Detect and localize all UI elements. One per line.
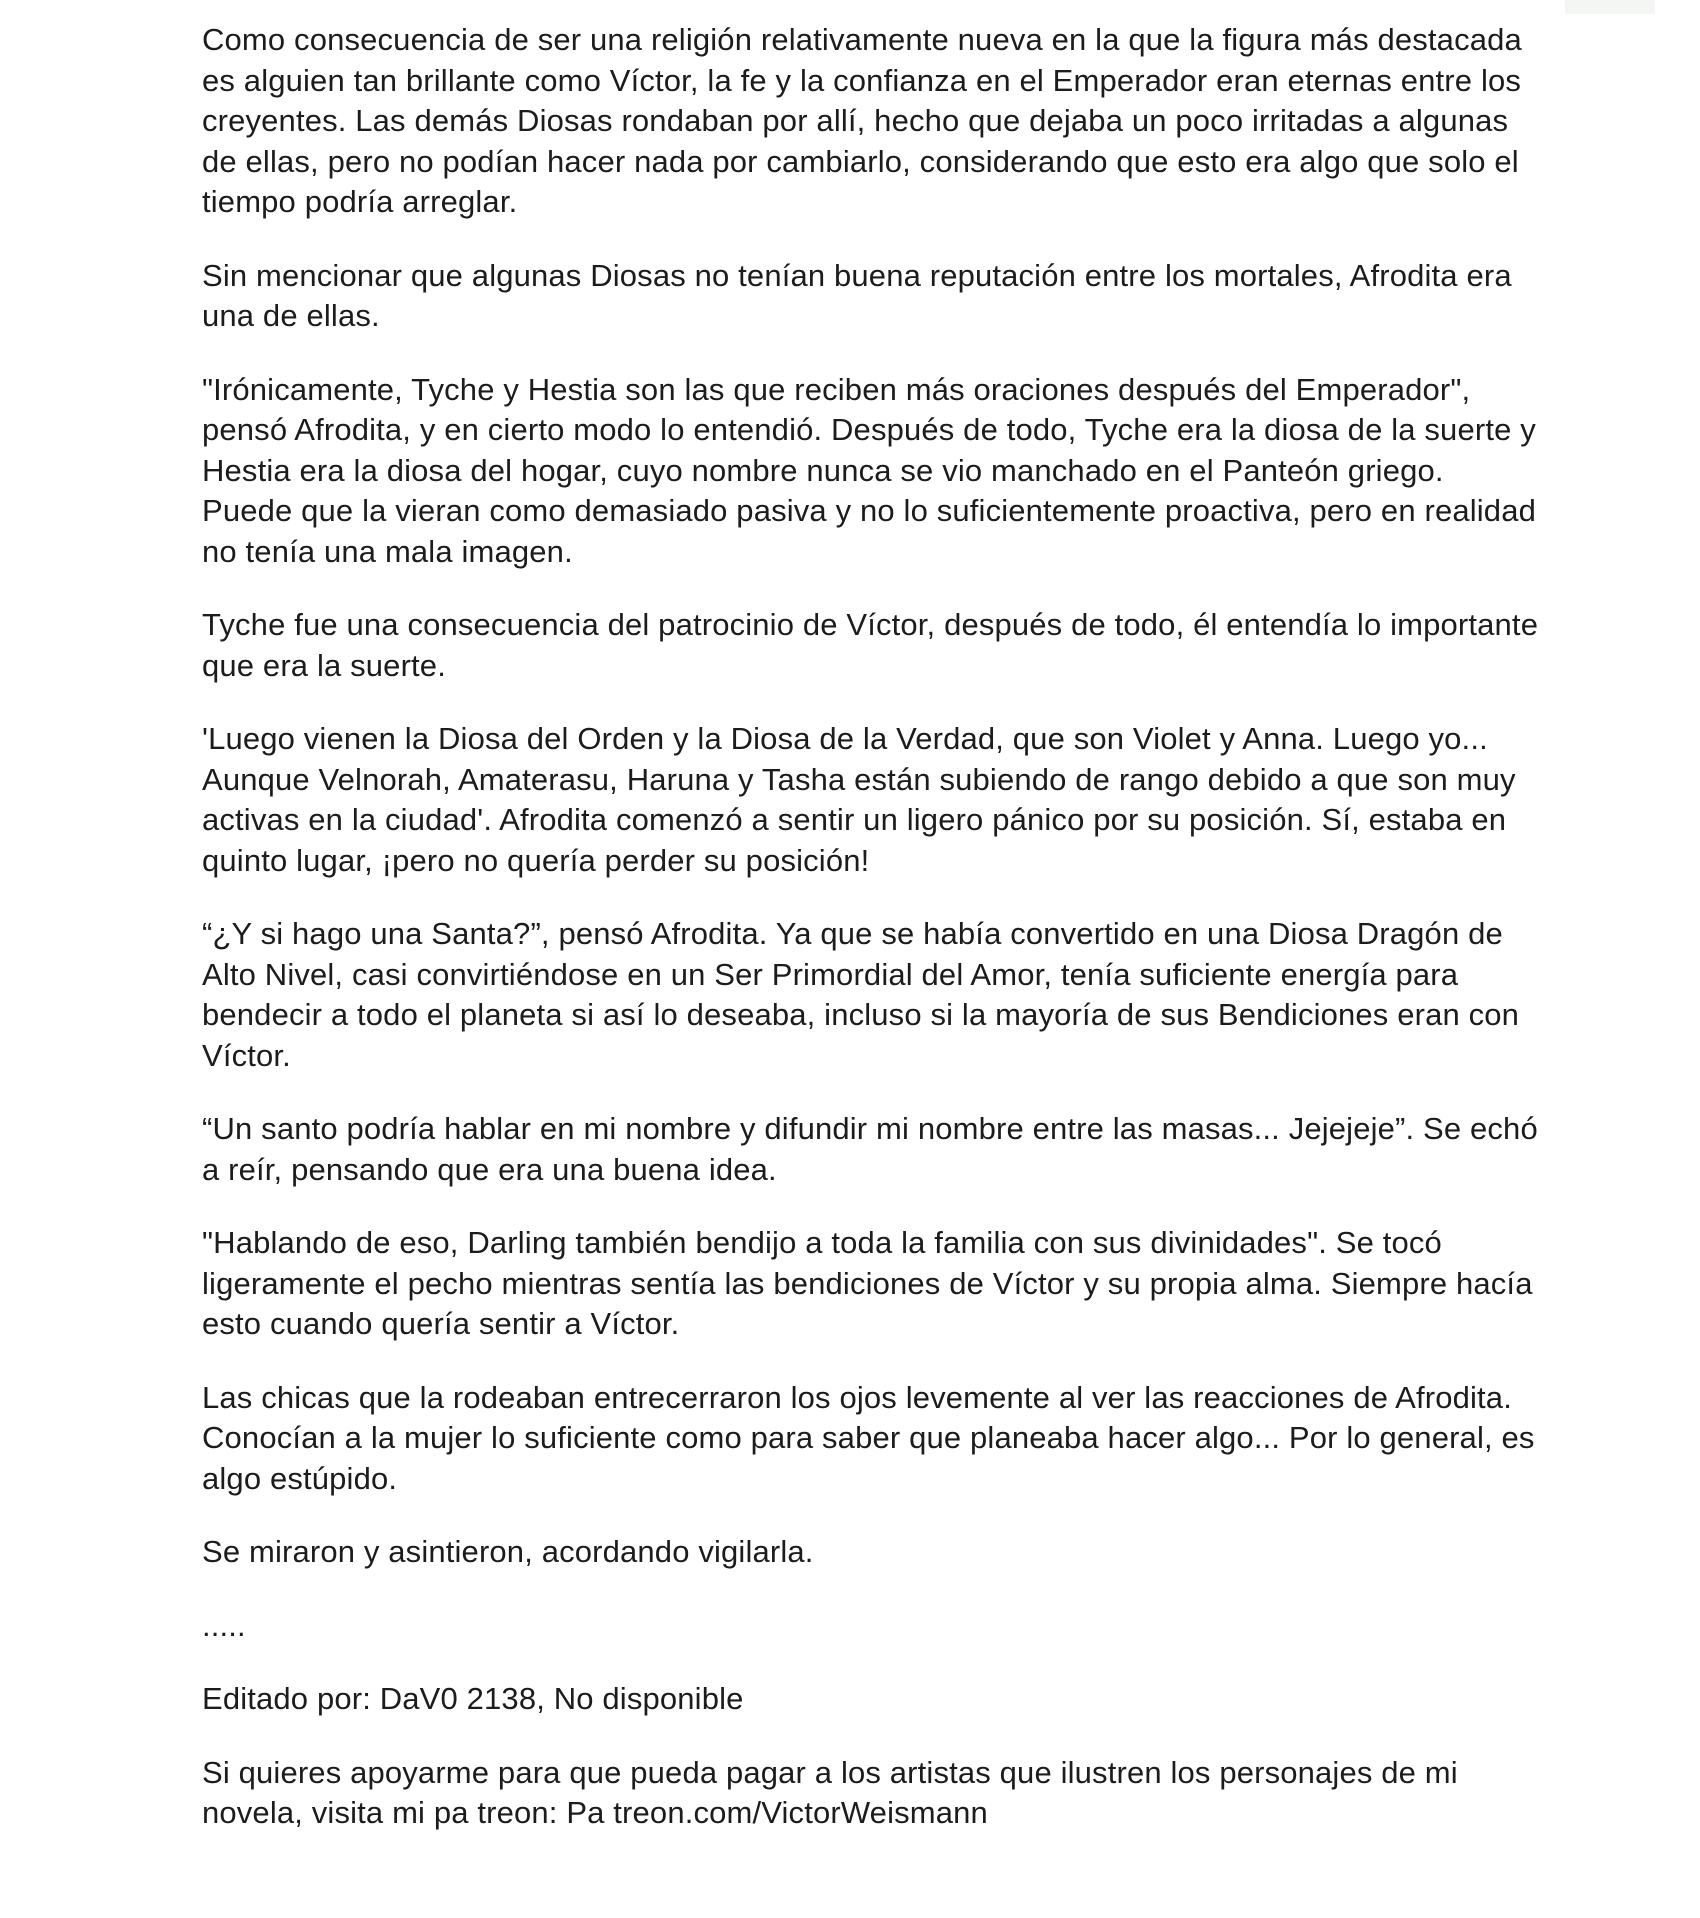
editor-credit: Editado por: DaV0 2138, No disponible [202, 1681, 744, 1716]
support-note: Si quieres apoyarme para que pueda pagar a los artistas que ilustren los personajes de mi novela, visita mi pa treon: Pa treon.com/VictorWeismann [202, 1754, 1458, 1830]
paragraph-3: "Irónicamente, Tyche y Hestia son las que reciben más oraciones después del Emperador", pensó Afrodita, y en cierto modo lo entendió. Después de todo, Tyche era la diosa de la suerte y Hestia era la diosa del hogar, cuyo nombre nunca se vio manchado en el Panteón griego. Puede que la vieran como demasiado pasiva y no lo suficientemente proactiva, pero en realidad no tenía una mala imagen. [202, 371, 1536, 569]
corner-mark [1565, 0, 1655, 14]
paragraph-10: Se miraron y asintieron, acordando vigilarla. [202, 1534, 814, 1569]
paragraph-4: Tyche fue una consecuencia del patrocinio de Víctor, después de todo, él entendía lo importante que era la suerte. [202, 607, 1539, 683]
paragraph-5: 'Luego vienen la Diosa del Orden y la Diosa de la Verdad, que son Violet y Anna. Luego yo... Aunque Velnorah, Amaterasu, Haruna y Tasha están subiendo de rango debido a que son muy activas en la ciudad'. Afrodita comenzó a sentir un ligero pánico por su posición. Sí, estaba en quinto lugar, ¡pero no quería perder su posición! [202, 721, 1516, 878]
document-body [202, 20, 1542, 1834]
paragraph-1: Como consecuencia de ser una religión relativamente nueva en la que la figura más destacada es alguien tan brillante como Víctor, la fe y la confianza en el Emperador eran eternas entre los creyentes. Las demás Diosas rondaban por allí, hecho que dejaba un poco irritadas a algunas de ellas, pero no podían hacer nada por cambiarlo, considerando que esto era algo que solo el tiempo podría arreglar. [202, 22, 1522, 219]
paragraph-6: “¿Y si hago una Santa?”, pensó Afrodita. Ya que se había convertido en una Diosa Dragón de Alto Nivel, casi convirtiéndose en un Ser Primordial del Amor, tenía suficiente energía para bendecir a todo el planeta si así lo deseaba, incluso si la mayoría de sus Bendiciones eran con Víctor. [202, 916, 1520, 1073]
paragraph-8: "Hablando de eso, Darling también bendijo a toda la familia con sus divinidades". Se tocó ligeramente el pecho mientras sentía las bendiciones de Víctor y su propia alma. Siempre hacía esto cuando quería sentir a Víctor. [202, 1225, 1533, 1341]
separator-dots: ..... [202, 1607, 246, 1643]
paragraph-9: Las chicas que la rodeaban entrecerraron los ojos levemente al ver las reacciones de Afrodita. Conocían a la mujer lo suficiente como para saber que planeaba hacer algo... Por lo general, es algo estúpido. [202, 1379, 1535, 1496]
paragraph-7: “Un santo podría hablar en mi nombre y difundir mi nombre entre las masas... Jejejeje”. Se echó a reír, pensando que era una buena idea. [202, 1111, 1538, 1187]
paragraph-2: Sin mencionar que algunas Diosas no tenían buena reputación entre los mortales, Afrodita era una de ellas. [202, 257, 1512, 333]
